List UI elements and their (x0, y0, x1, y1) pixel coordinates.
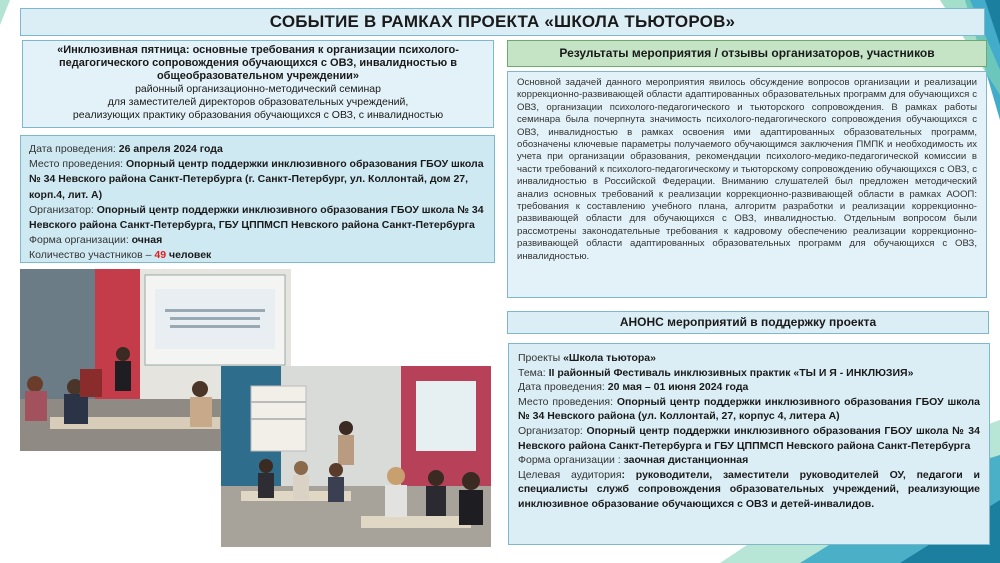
ann-form (518, 453, 980, 468)
info-count-label: Количество участников – (29, 249, 155, 262)
ann-place-label: Место проведения: (518, 395, 617, 408)
ann-form-label: Форма организации : (518, 454, 624, 467)
ann-projects-label: Проекты (518, 352, 564, 364)
info-place (29, 157, 486, 203)
ann-date-label: Дата проведения: (518, 381, 608, 394)
ann-date (518, 380, 980, 395)
ann-topic (518, 366, 980, 381)
ann-projects-value: «Школа тьютора» (563, 352, 656, 364)
info-date (29, 142, 486, 157)
info-form-label: Форма организации: (29, 234, 132, 247)
info-organizer (29, 203, 486, 233)
info-form-value: очная (131, 234, 163, 247)
results-heading: Результаты мероприятия / отзывы организаторов, участников (507, 40, 987, 67)
info-organizer-value: Опорный центр поддержки инклюзивного образования ГБОУ школа № 34 Невского района Санкт-Петербурга, ГБУ ЦППМСП Невского района Санкт-Петербурга (29, 203, 484, 232)
info-form (29, 233, 486, 248)
ann-date-value: 20 мая – 01 июня 2024 года (607, 381, 749, 394)
info-count-suffix: человек (166, 249, 212, 262)
ann-audience (518, 468, 980, 512)
info-count (29, 248, 486, 263)
results-text: Основной задачей данного мероприятия явилось обсуждение вопросов организации и реализации коррекционно-развивающей области адаптированных образовательных программ для обучающихся с ОВЗ, организации психолого-педагогического и тьюторского сопровождения. В рамках работы семинара была почерпнута значимость психолого-педагогического сопровождения обучающихся с ОВЗ, инвалидностью в рамках освоения ими адаптированных образовательных программ, обозначены ключевые параметры получаемого обучающимся заключения ПМПК и необходимость их учета при организации образования, рекомендации психолого-медико-педагогической комиссии в части требований к психолого-педагогическому и тьюторскому сопровождению обучающихся с ОВЗ, с инвалидностью в Российской Федерации. Вниманию слушателей был предложен методический анализ основных требований к реализации коррекционно-развивающей области в рамках АООП: требования к составлению учебного плана, алгоритм разработки и реализации коррекционно-развивающей области для обучающихся с ОВЗ, инвалидностью. Отдельным вопросом были рассмотрены законодательные требования к кадровому обеспечению реализации коррекционно-развивающей области адаптированных образовательных программ для обучающихся с ОВЗ, инвалидностью. (507, 71, 987, 298)
event-name-line-2: педагогического сопровождения обучающихся с ОВЗ, инвалидностью в (59, 57, 457, 69)
event-subtitle-line-2: для заместителей директоров образовательных учреждений, (107, 96, 409, 108)
seminar-photo-audience (221, 366, 491, 547)
info-place-value: Опорный центр поддержки инклюзивного образования ГБОУ школа № 34 Невского района Санкт-Петербурга (г. Санкт-Петербург, ул. Коллонтай, дом 27, корп.4, лит. А) (29, 158, 484, 201)
ann-topic-label: Тема: (518, 366, 549, 379)
event-name-line-1: «Инклюзивная пятница: основные требования к организации психолого- (57, 44, 459, 56)
event-header (22, 40, 494, 128)
event-name-line-3: общеобразовательном учреждении» (156, 70, 360, 82)
ann-projects (518, 351, 980, 366)
ann-form-value: заочная дистанционная (623, 454, 749, 467)
event-subtitle-line-3: реализующих практику образования обучающихся с ОВЗ, с инвалидностью (72, 109, 444, 121)
page-title: СОБЫТИЕ В РАМКАХ ПРОЕКТА «ШКОЛА ТЬЮТОРОВ» (20, 8, 985, 36)
ann-audience-label: Целевая аудитория (518, 468, 622, 481)
ann-audience-value: : руководители, заместители руководителей ОУ, педагоги и специалисты служб сопровождения образовательных учреждений, реализующие инклюзивное образование обучающихся с ОВЗ и детей-инвалидов. (518, 468, 980, 510)
info-count-value: 49 (154, 249, 167, 262)
ann-topic-value: II районный Фестиваль инклюзивных практик «ТЫ И Я - ИНКЛЮЗИЯ» (548, 366, 914, 379)
event-subtitle-line-1: районный организационно-методический семинар (135, 83, 381, 95)
info-organizer-label: Организатор: (29, 203, 97, 216)
ann-organizer-value: Опорный центр поддержки инклюзивного образования ГБОУ школа № 34 Невского района Санкт-Петербурга и ГБУ ЦППМСП Невского района Санкт-Петербурга (518, 424, 980, 452)
ann-place (518, 395, 980, 424)
ann-place-value: Опорный центр поддержки инклюзивного образования ГБОУ школа № 34 Невского района (ул. Коллонтай, 27, корпус 4, литера А) (518, 395, 980, 423)
announcement-panel (508, 343, 990, 545)
event-info-panel (20, 135, 495, 263)
info-date-label: Дата проведения: (29, 143, 119, 155)
announcement-heading: АНОНС мероприятий в поддержку проекта (507, 311, 989, 334)
info-date-value: 26 апреля 2024 года (118, 143, 223, 155)
ann-organizer-label: Организатор: (518, 424, 587, 437)
ann-organizer (518, 424, 980, 453)
info-place-label: Место проведения: (29, 158, 126, 171)
